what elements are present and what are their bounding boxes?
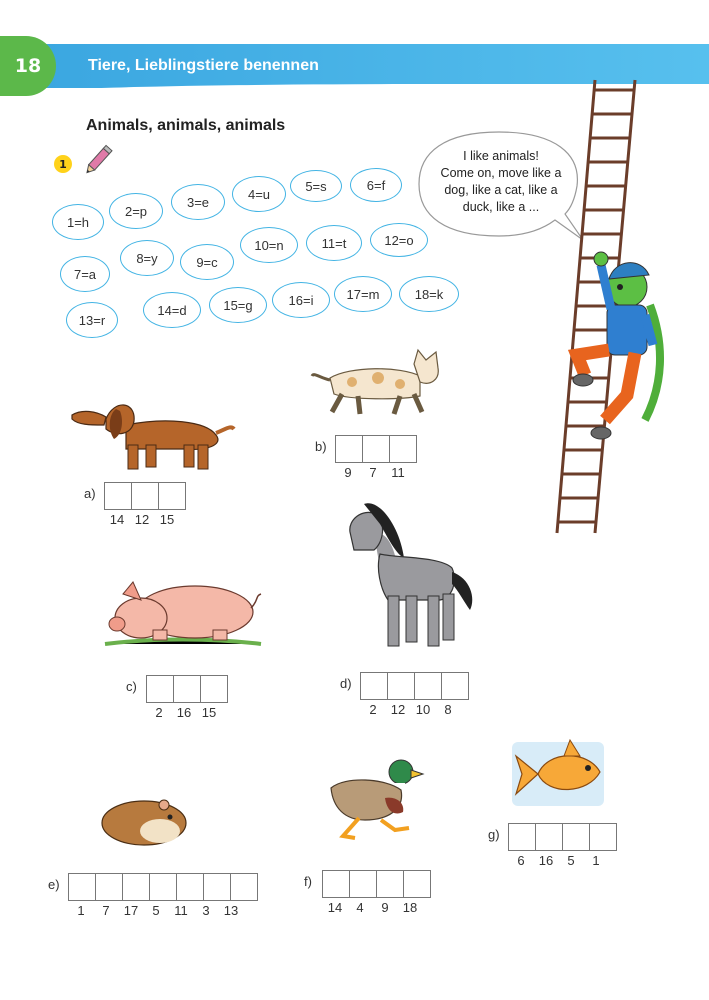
letter-code: 7=a	[60, 256, 110, 292]
letter-answer-box[interactable]	[589, 823, 617, 851]
code-number: 14	[327, 900, 343, 915]
code-number: 18	[402, 900, 418, 915]
task-label: a)	[84, 486, 96, 501]
task-label: f)	[304, 874, 312, 889]
letter-answer-box[interactable]	[387, 672, 415, 700]
code-number: 8	[444, 702, 452, 717]
code-number: 11	[174, 903, 188, 918]
task-label: c)	[126, 679, 137, 694]
letter-answer-box[interactable]	[104, 482, 132, 510]
letter-answer-box[interactable]	[349, 870, 377, 898]
letter-answer-box[interactable]	[200, 675, 228, 703]
letter-code: 8=y	[120, 240, 174, 276]
letter-answer-box[interactable]	[403, 870, 431, 898]
letter-answer-box[interactable]	[414, 672, 442, 700]
letter-answer-box[interactable]	[441, 672, 469, 700]
code-number: 5	[152, 903, 160, 918]
letter-code: 11=t	[306, 225, 362, 261]
letter-answer-box[interactable]	[176, 873, 204, 901]
letter-answer-box[interactable]	[95, 873, 123, 901]
duck-illustration	[325, 758, 425, 843]
code-number: 1	[77, 903, 85, 918]
letter-answer-box[interactable]	[362, 435, 390, 463]
code-number: 16	[538, 853, 554, 868]
letter-code: 2=p	[109, 193, 163, 229]
letter-code: 18=k	[399, 276, 459, 312]
task-label: e)	[48, 877, 60, 892]
code-number: 5	[567, 853, 575, 868]
letter-code: 10=n	[240, 227, 298, 263]
code-number: 3	[202, 903, 210, 918]
exercise-number-badge: 1	[54, 155, 72, 173]
code-number: 2	[155, 705, 163, 720]
task-label: d)	[340, 676, 352, 691]
letter-code: 5=s	[290, 170, 342, 202]
letter-answer-box[interactable]	[173, 675, 201, 703]
page-number: 18	[0, 36, 56, 96]
code-number: 7	[102, 903, 110, 918]
letter-answer-box[interactable]	[322, 870, 350, 898]
letter-code: 15=g	[209, 287, 267, 323]
letter-code: 14=d	[143, 292, 201, 328]
letter-code: 16=i	[272, 282, 330, 318]
speech-line: dog, like a cat, like a	[444, 183, 558, 197]
letter-code: 6=f	[350, 168, 402, 202]
letter-code: 12=o	[370, 223, 428, 257]
letter-answer-box[interactable]	[376, 870, 404, 898]
letter-answer-box[interactable]	[230, 873, 258, 901]
letter-code: 4=u	[232, 176, 286, 212]
dachshund-illustration	[66, 395, 236, 475]
letter-code: 17=m	[334, 276, 392, 312]
code-number: 2	[369, 702, 377, 717]
letter-answer-box[interactable]	[158, 482, 186, 510]
task-label: b)	[315, 439, 327, 454]
code-number: 4	[356, 900, 364, 915]
code-number: 1	[592, 853, 600, 868]
letter-answer-box[interactable]	[335, 435, 363, 463]
letter-answer-box[interactable]	[131, 482, 159, 510]
pig-illustration	[103, 578, 263, 653]
letter-answer-box[interactable]	[508, 823, 536, 851]
code-number: 16	[176, 705, 192, 720]
page-title: Tiere, Lieblingstiere benennen	[88, 57, 319, 74]
speech-line: Come on, move like a	[440, 166, 562, 180]
letter-answer-box[interactable]	[535, 823, 563, 851]
code-number: 9	[381, 900, 389, 915]
section-title: Animals, animals, animals	[86, 117, 286, 134]
code-number: 15	[201, 705, 217, 720]
dragon-character-illustration	[565, 245, 675, 460]
code-number: 12	[390, 702, 406, 717]
letter-answer-box[interactable]	[68, 873, 96, 901]
letter-code: 9=c	[180, 244, 234, 280]
letter-code: 1=h	[52, 204, 104, 240]
cat-illustration	[310, 348, 450, 418]
code-number: 10	[415, 702, 431, 717]
hamster-illustration	[100, 795, 190, 850]
code-number: 17	[123, 903, 139, 918]
code-number: 13	[223, 903, 239, 918]
task-label: g)	[488, 827, 500, 842]
code-number: 12	[134, 512, 150, 527]
pony-illustration	[340, 498, 480, 658]
code-number: 14	[109, 512, 125, 527]
letter-answer-box[interactable]	[389, 435, 417, 463]
code-number: 9	[344, 465, 352, 480]
code-number: 11	[391, 465, 405, 480]
letter-code: 3=e	[171, 184, 225, 220]
speech-line: I like animals!	[463, 149, 539, 163]
fish-illustration	[508, 736, 608, 811]
letter-answer-box[interactable]	[149, 873, 177, 901]
letter-answer-box[interactable]	[146, 675, 174, 703]
letter-answer-box[interactable]	[562, 823, 590, 851]
letter-answer-box[interactable]	[203, 873, 231, 901]
code-number: 7	[369, 465, 377, 480]
code-number: 15	[159, 512, 175, 527]
letter-answer-box[interactable]	[122, 873, 150, 901]
speech-line: duck, like a ...	[462, 200, 540, 214]
letter-code: 13=r	[66, 302, 118, 338]
letter-answer-box[interactable]	[360, 672, 388, 700]
code-number: 6	[517, 853, 525, 868]
pencil-icon	[84, 140, 118, 174]
